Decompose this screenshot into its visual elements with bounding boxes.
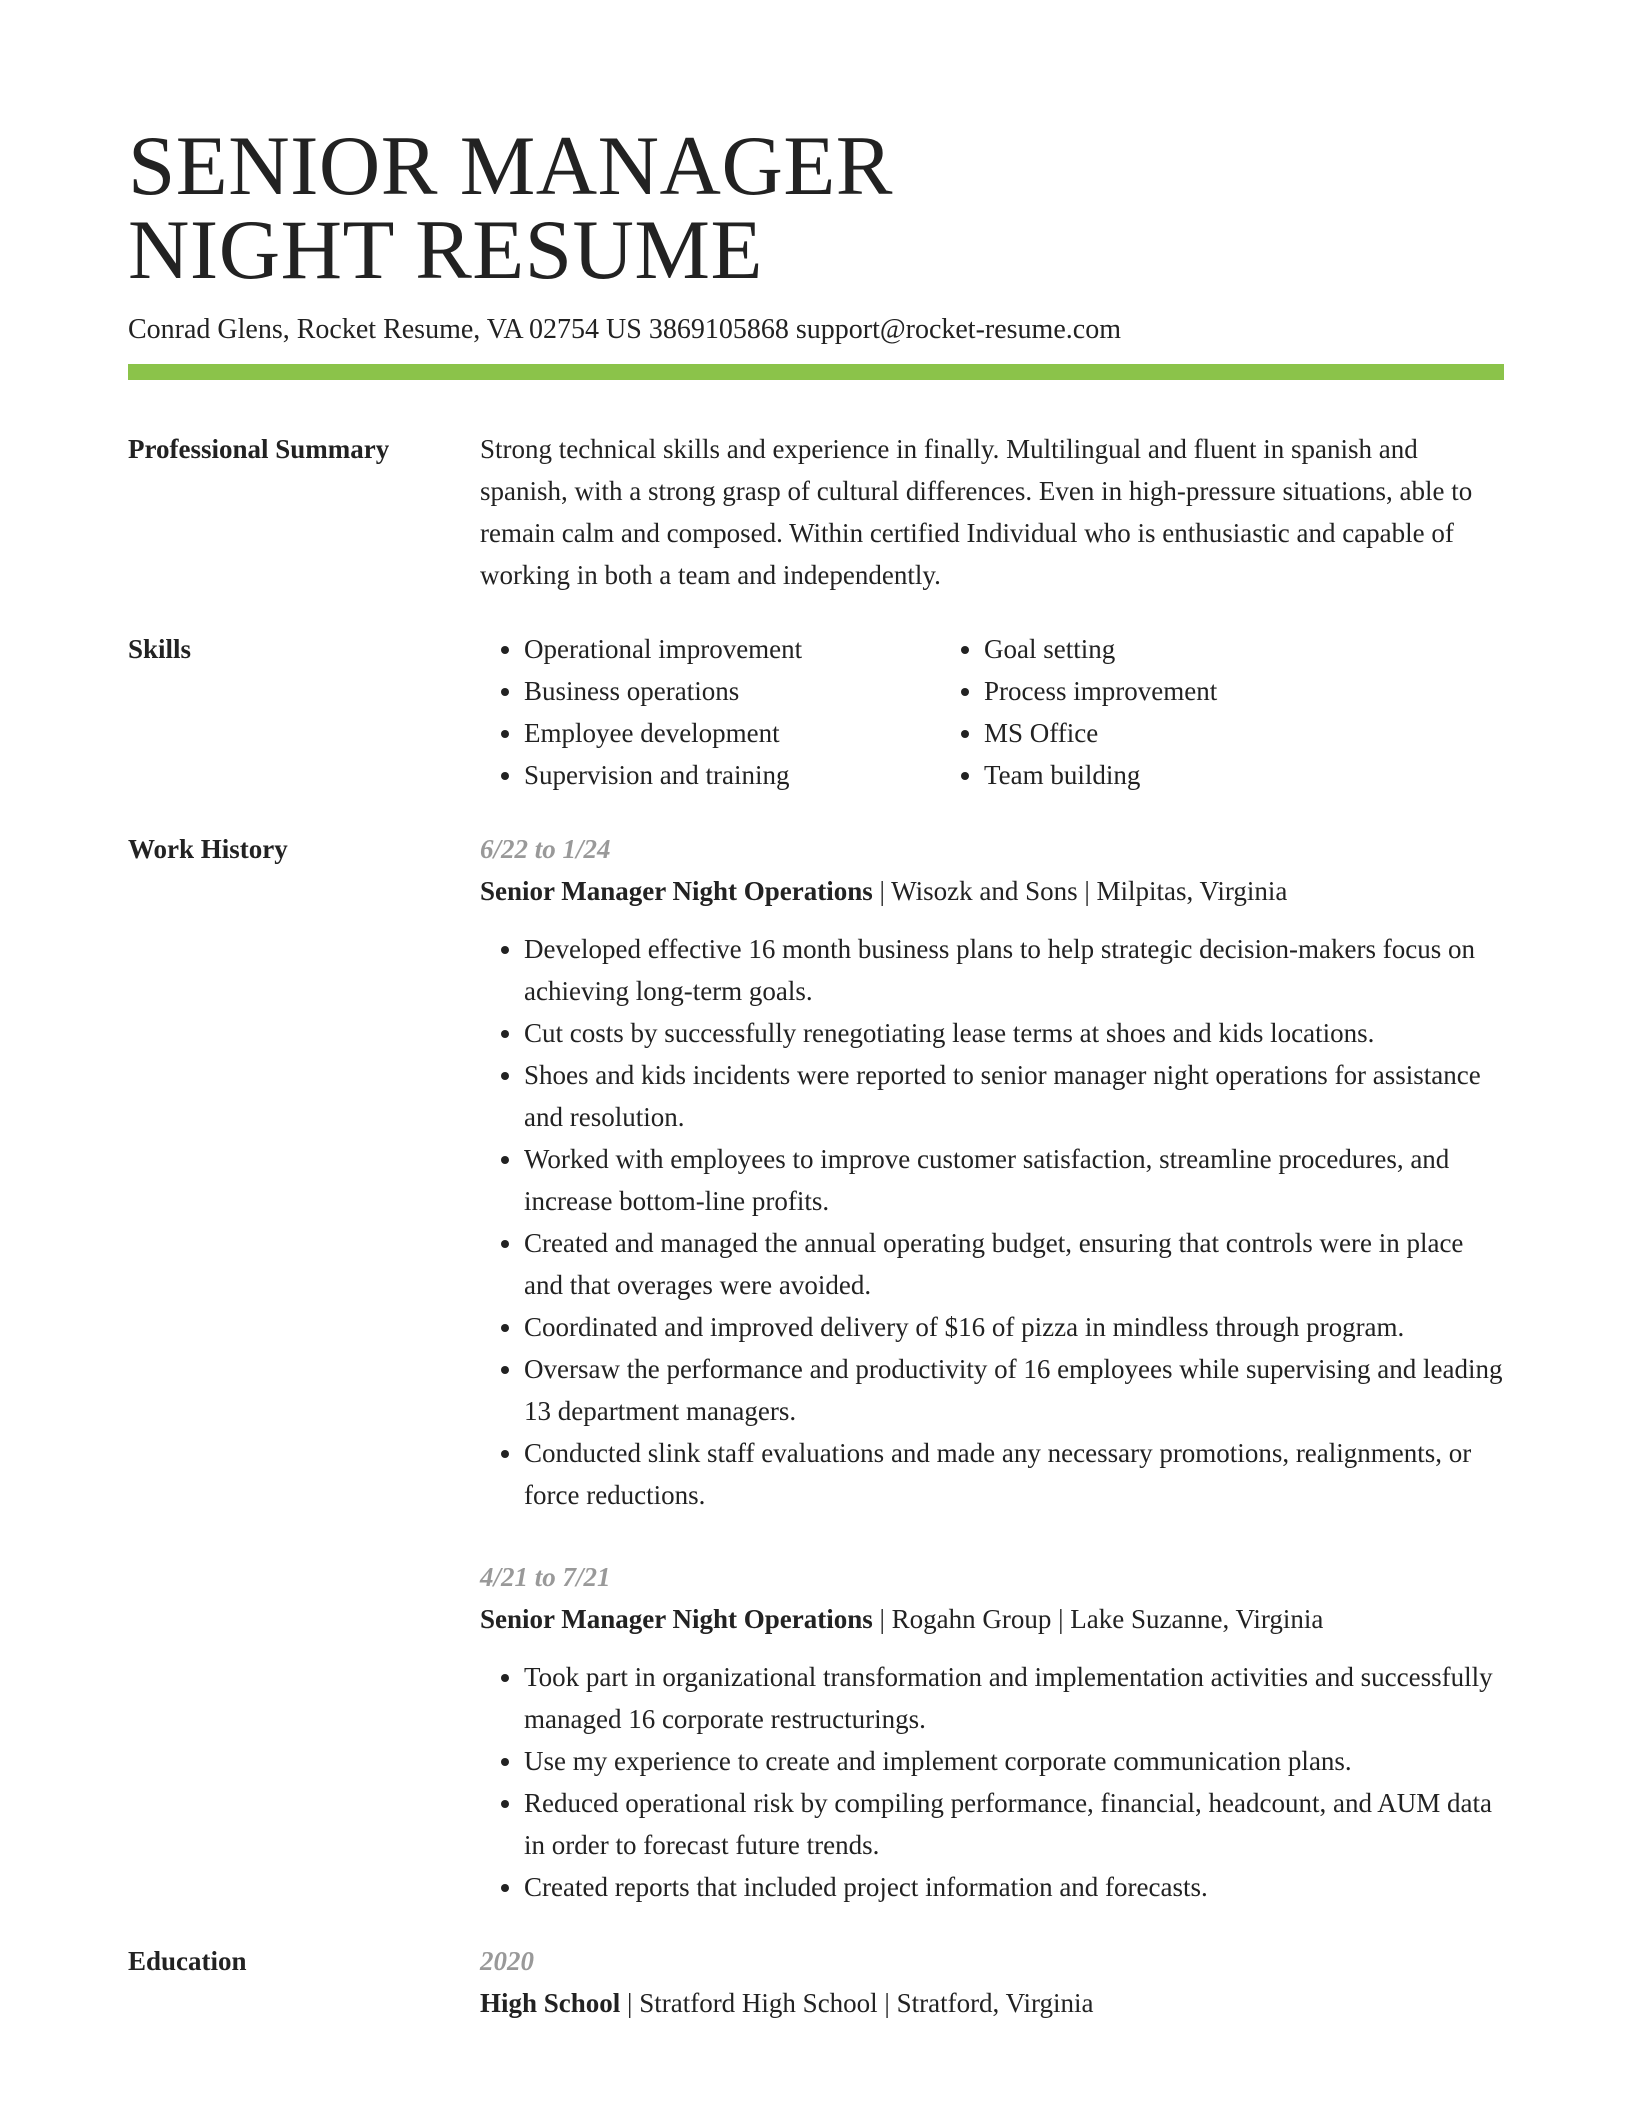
- skills-column-2: [940, 628, 1504, 796]
- job-bullet: • Use my experience to create and implement corporate communication plans.: [524, 1740, 1504, 1782]
- work-history-body: [480, 828, 1504, 1908]
- job-entry: [480, 1556, 1504, 1908]
- job-bullet: • Conducted slink staff evaluations and made any necessary promotions, realignments, or force reductions.: [524, 1432, 1504, 1516]
- education-heading: [480, 1982, 1504, 2024]
- education-label: Education: [128, 1946, 247, 1976]
- skills-section: [128, 628, 1504, 796]
- job-entry: [480, 828, 1504, 1516]
- job-bullets: [480, 928, 1504, 1516]
- resume-page: [128, 119, 1504, 2024]
- job-bullet: • Created and managed the annual operating budget, ensuring that controls were in place and that overages were avoided.: [524, 1222, 1504, 1306]
- education-year: 2020: [480, 1946, 534, 1976]
- education-details: | Stratford High School | Stratford, Virginia: [620, 1988, 1094, 2018]
- skill-item: • Business operations: [524, 670, 940, 712]
- job-details: | Wisozk and Sons | Milpitas, Virginia: [872, 876, 1288, 906]
- job-heading: [480, 1598, 1504, 1640]
- summary-label: Professional Summary: [128, 434, 390, 464]
- summary-section: [128, 428, 1504, 596]
- job-details: | Rogahn Group | Lake Suzanne, Virginia: [872, 1604, 1324, 1634]
- title-line-1: SENIOR MANAGER: [128, 119, 893, 213]
- skill-item: • Operational improvement: [524, 628, 940, 670]
- job-bullets: [480, 1656, 1504, 1908]
- education-body: [480, 1940, 1504, 2024]
- work-history-section: [128, 828, 1504, 1908]
- skill-item: • MS Office: [984, 712, 1504, 754]
- title-line-2: NIGHT RESUME: [128, 203, 763, 297]
- job-bullet: • Cut costs by successfully renegotiating lease terms at shoes and kids locations.: [524, 1012, 1504, 1054]
- skill-item: • Supervision and training: [524, 754, 940, 796]
- job-title: Senior Manager Night Operations: [480, 876, 873, 906]
- work-history-label: Work History: [128, 834, 288, 864]
- skill-item: • Team building: [984, 754, 1504, 796]
- resume-title: [128, 119, 1504, 297]
- job-title: Senior Manager Night Operations: [480, 1604, 873, 1634]
- skills-column-1: [480, 628, 940, 796]
- job-bullet: • Took part in organizational transformation and implementation activities and successfully managed 16 corporate restructurings.: [524, 1656, 1504, 1740]
- job-dates: 4/21 to 7/21: [480, 1562, 611, 1592]
- job-dates: 6/22 to 1/24: [480, 834, 611, 864]
- skill-item: • Goal setting: [984, 628, 1504, 670]
- skill-item: • Process improvement: [984, 670, 1504, 712]
- job-bullet: • Oversaw the performance and productivity of 16 employees while supervising and leading 13 department managers.: [524, 1348, 1504, 1432]
- job-heading: [480, 870, 1504, 912]
- job-bullet: • Shoes and kids incidents were reported to senior manager night operations for assistance and resolution.: [524, 1054, 1504, 1138]
- job-bullet: • Worked with employees to improve customer satisfaction, streamline procedures, and increase bottom-line profits.: [524, 1138, 1504, 1222]
- education-section: [128, 1940, 1504, 2024]
- job-bullet: • Developed effective 16 month business plans to help strategic decision-makers focus on achieving long-term goals.: [524, 928, 1504, 1012]
- education-degree: High School: [480, 1988, 621, 2018]
- job-bullet: • Coordinated and improved delivery of $16 of pizza in mindless through program.: [524, 1306, 1504, 1348]
- skills-list: [480, 628, 1504, 796]
- job-bullet: • Reduced operational risk by compiling performance, financial, headcount, and AUM data in order to forecast future trends.: [524, 1782, 1504, 1866]
- summary-text: Strong technical skills and experience in finally. Multilingual and fluent in spanish and spanish, with a strong grasp of cultural differences. Even in high-pressure situations, able to remain calm and composed. Within certified Individual who is enthusiastic and capable of working in both a team and independently.: [480, 434, 1473, 590]
- skills-label: Skills: [128, 634, 192, 664]
- accent-divider: [128, 364, 1504, 380]
- skill-item: • Employee development: [524, 712, 940, 754]
- job-bullet: • Created reports that included project information and forecasts.: [524, 1866, 1504, 1908]
- contact-info: Conrad Glens, Rocket Resume, VA 02754 US 3869105868 support@rocket-resume.com: [128, 314, 1121, 345]
